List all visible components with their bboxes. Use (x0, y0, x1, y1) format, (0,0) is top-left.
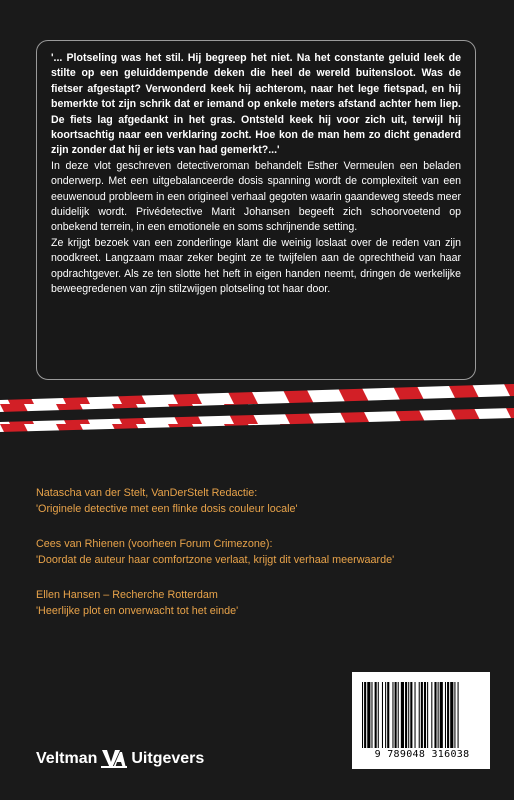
barcode-bar (421, 682, 423, 748)
blurb-paragraph-2: Ze krijgt bezoek van een zonderlinge klant die weinig loslaat over de reden van zijn noodkreet. Langzaam maar zeker begint ze te twijfelen aan de oprechtheid van haar opdrachtgever. Als ze ten slotte het heft in eigen handen neemt, dringen de werkelijke beweegredenen van zijn stilzwijgen plotseling tot haar door. (51, 236, 461, 296)
tape-strip-bottom (0, 408, 514, 432)
review-item (36, 537, 486, 568)
barcode-bar (438, 682, 439, 748)
barcode-bar (440, 682, 443, 748)
barcode-bar (371, 682, 372, 748)
barcode-bar (424, 682, 426, 748)
barcode-bar (362, 682, 363, 748)
barcode-bar (408, 682, 409, 748)
barcode-bar (410, 682, 412, 748)
blurb-quote: '... Plotseling was het stil. Hij begreep het niet. Na het constante geluid leek de stilte op een geluiddempende deken die heel de wereld buitensloot. Was de fietser afgestapt? Verwonderd keek hij achterom, naar het lege fietspad, en hij bemerkte tot zijn schrik dat er iemand op enkele meters afstand achter hem liep. De fiets lag afgedankt in het gras. Ontsteld keek hij voor zich uit, terwijl hij koortsachtig naar een verklaring zocht. Hoe kon de man hem zo dicht genaderd zijn zonder dat hij er iets van had gemerkt?...' (51, 52, 461, 157)
barcode-bar (378, 682, 379, 748)
barcode-bar (419, 682, 420, 748)
barcode-bar (431, 682, 432, 748)
review-item (36, 588, 486, 619)
barcode-bar (434, 682, 436, 748)
blurb-box (36, 40, 476, 380)
barcode-bar (392, 682, 393, 748)
barcode-bar (382, 682, 383, 748)
barcode-bar (445, 682, 446, 748)
barcode-bar (401, 682, 404, 748)
review-source: Ellen Hansen – Recherche Rotterdam (36, 589, 218, 602)
tape-strip-top (0, 384, 514, 412)
barcode-bar (405, 682, 407, 748)
barcode-bar (387, 682, 389, 748)
barcode-bar (364, 682, 366, 748)
isbn-barcode (352, 672, 490, 769)
barcode-bar (447, 682, 449, 748)
barcode-bar (415, 682, 416, 748)
barcode-bar (375, 682, 377, 748)
barcode-bar (454, 682, 455, 748)
publisher-name-left: Veltman (36, 750, 98, 767)
barcode-bar (458, 682, 459, 748)
review-source: Cees van Rhienen (voorheen Forum Crimezone): (36, 538, 273, 551)
barcode-bar (427, 682, 428, 748)
review-source: Natascha van der Stelt, VanDerStelt Redactie: (36, 487, 258, 499)
barcode-bar (395, 682, 397, 748)
barcode-digits: 9 789048 316038 (374, 749, 470, 760)
blurb-paragraph-1: In deze vlot geschreven detectiveroman behandelt Esther Vermeulen een beladen onderwerp. Met een uitgebalanceerde dosis spanning wordt de complexiteit van een eeuwenoud probleem in een origineel verhaal gegoten waarin gaandeweg steeds meer duidelijk wordt. Privédetective Marit Johansen begeeft zich schoorvoetend op onbekend terrein, in een emotionele en soms schrijnende setting. (51, 159, 461, 234)
review-quote: 'Originele detective met een flinke dosis couleur locale' (36, 502, 298, 515)
barcode-bar (385, 682, 386, 748)
barcode-bar (398, 682, 399, 748)
barcode-bar (450, 682, 453, 748)
review-quote: 'Doordat de auteur haar comfortzone verlaat, krijgt dit verhaal meerwaarde' (36, 553, 395, 566)
barrier-tape (0, 384, 514, 434)
publisher-emblem-icon (101, 748, 127, 770)
review-item (36, 486, 486, 517)
publisher-name-right: Uitgevers (131, 750, 205, 767)
reviews-list (36, 486, 486, 640)
barcode-icon (362, 682, 480, 748)
review-quote: 'Heerlijke plot en onverwacht tot het einde' (36, 604, 239, 617)
publisher-logo (36, 745, 204, 773)
barcode-bar (367, 682, 370, 748)
